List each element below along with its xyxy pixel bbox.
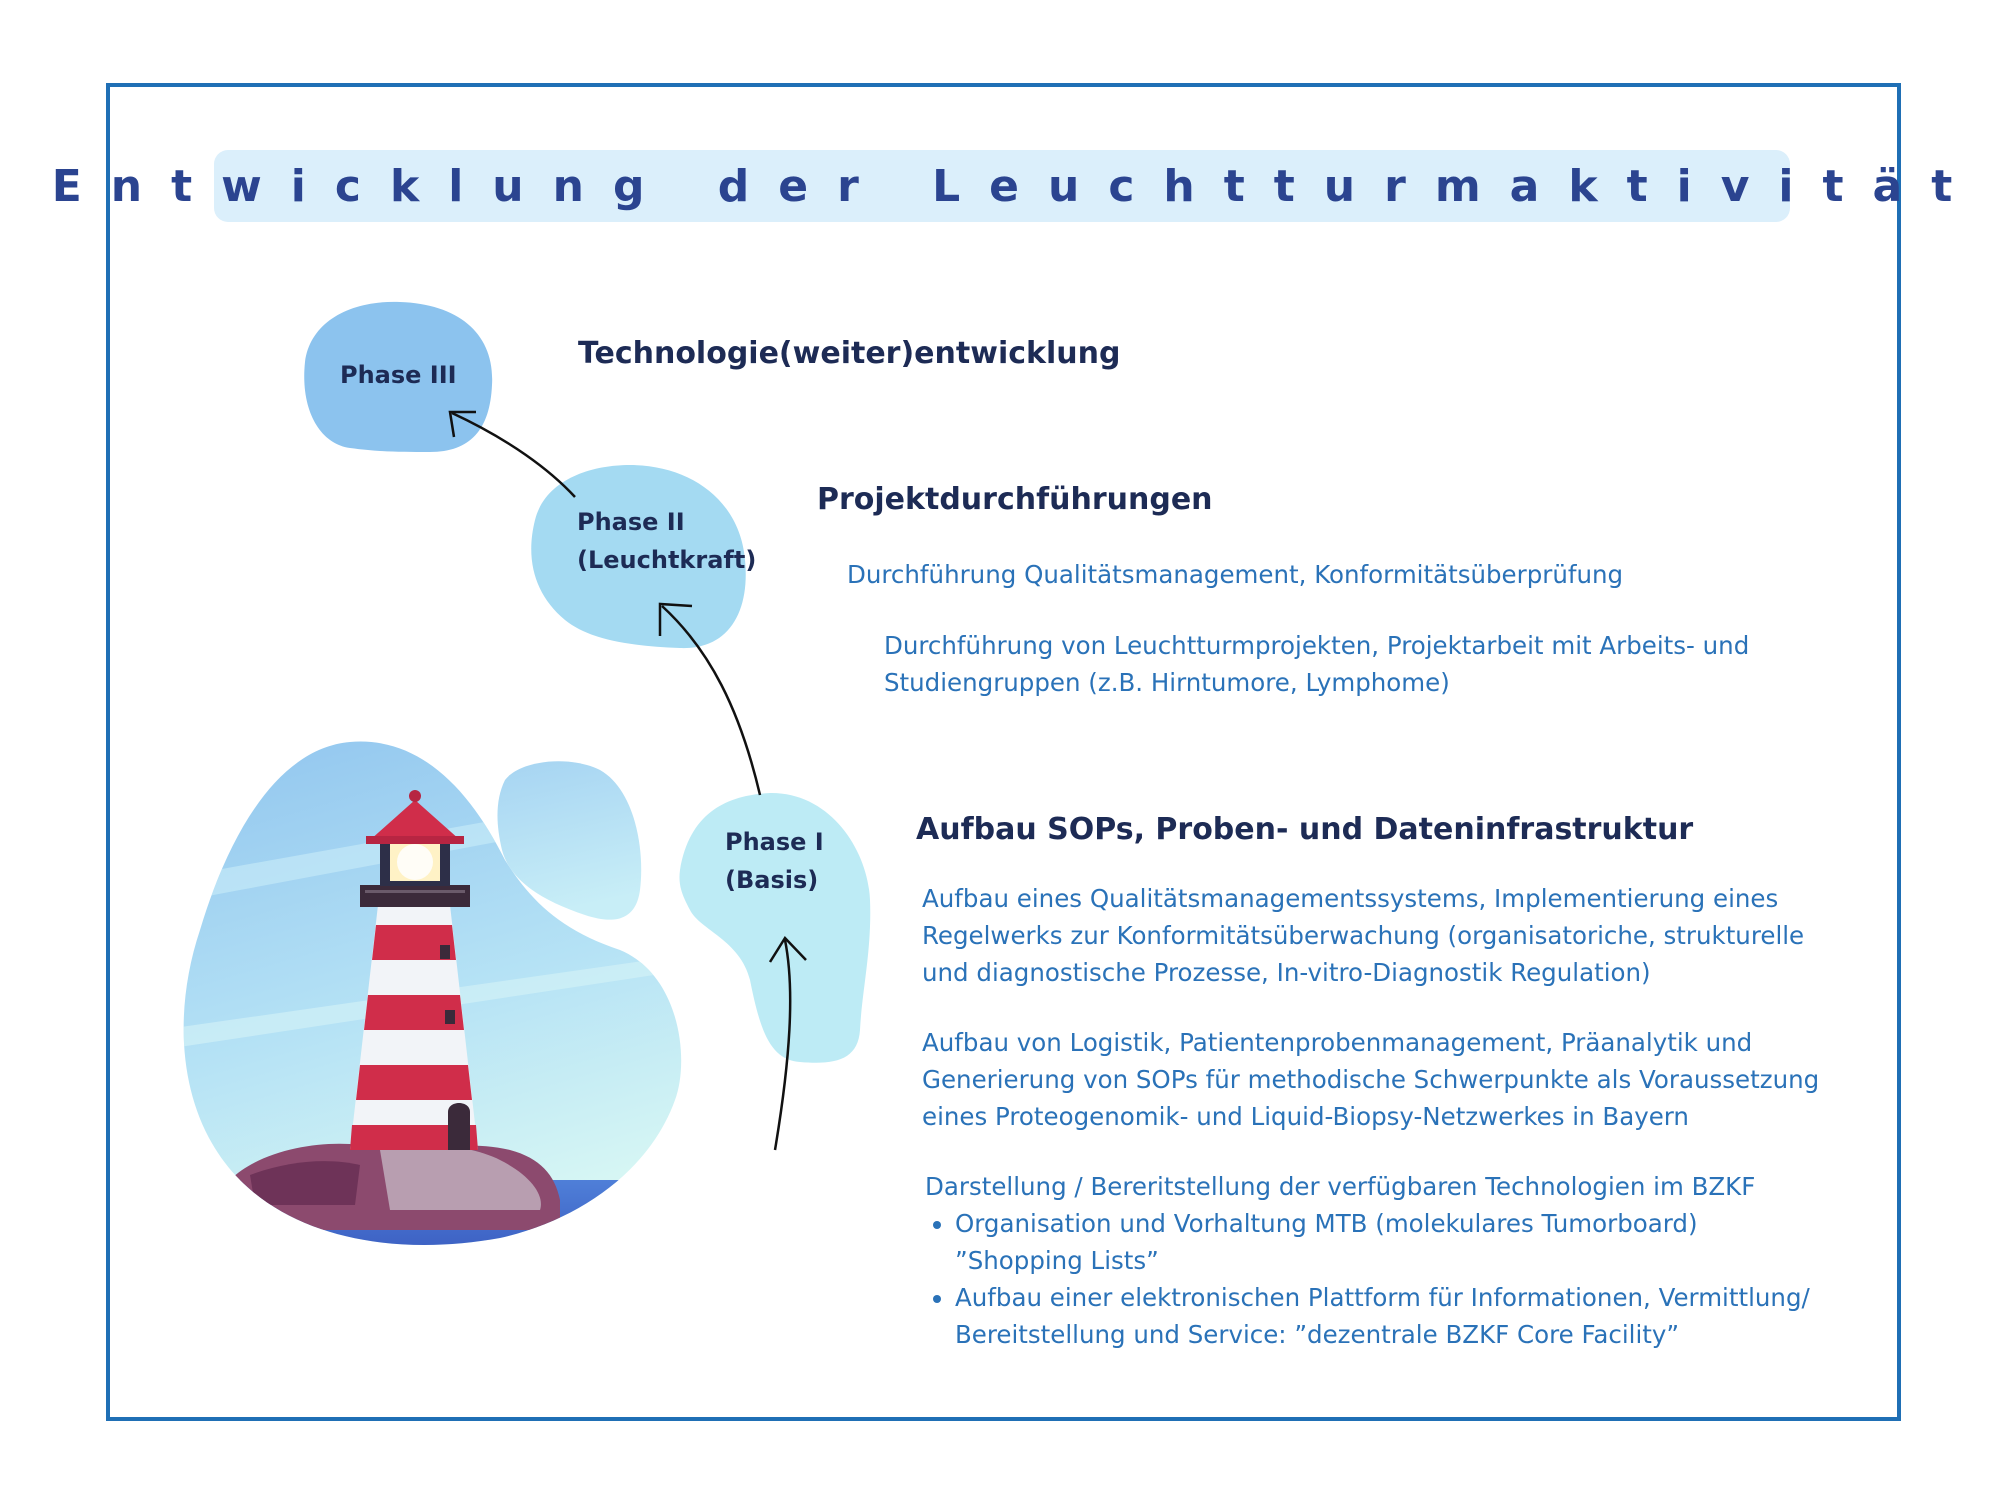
phase1-para2	[922, 1024, 1819, 1135]
phase2-text1	[847, 556, 1623, 593]
phase3-heading: Technologie(weiter)entwicklung	[578, 336, 1121, 371]
phase2-text2-line2: Studiengruppen (z.B. Hirntumore, Lymphome)	[884, 668, 1450, 697]
list-item	[955, 1205, 1810, 1279]
phase2-text2	[884, 627, 1749, 701]
phase1-para1-line2: Regelwerks zur Konformitätsüberwachung (organisatoriche, strukturelle	[922, 921, 1805, 950]
phase2-label	[577, 503, 756, 579]
list-item	[955, 1279, 1810, 1353]
phase1-bullet-list	[925, 1205, 1810, 1353]
phase1-para3-intro: Darstellung / Bereritstellung der verfügbaren Technologien im BZKF	[925, 1172, 1756, 1201]
phase1-para3	[925, 1168, 1810, 1353]
phase2-text2-line1: Durchführung von Leuchtturmprojekten, Projektarbeit mit Arbeits- und	[884, 631, 1750, 660]
phase1-para2-line3: eines Proteogenomik- und Liquid-Biopsy-Netzwerkes in Bayern	[922, 1102, 1689, 1131]
phase3-label-text: Phase III	[340, 361, 457, 389]
bullet1-line2: ”Shopping Lists”	[955, 1246, 1159, 1275]
bullet2-line2: Bereitstellung und Service: ”dezentrale BZKF Core Facility”	[955, 1320, 1680, 1349]
bullet2-line1: • Aufbau einer elektronischen Plattform für Informationen, Vermittlung/	[955, 1283, 1810, 1312]
phase2-label-line1: Phase II	[577, 508, 685, 536]
phase1-label	[725, 823, 824, 899]
phase1-label-line2: (Basis)	[725, 866, 819, 894]
phase1-para2-line2: Generierung von SOPs für methodische Schwerpunkte als Voraussetzung	[922, 1065, 1820, 1094]
page-title: Entwicklung der Leuchtturmaktivität	[51, 160, 1982, 212]
phase1-para1	[922, 880, 1804, 991]
bullet1-line1: • Organisation und Vorhaltung MTB (molekulares Tumorboard)	[955, 1209, 1698, 1238]
phase2-heading: Projektdurchführungen	[817, 482, 1213, 517]
phase1-para1-line1: Aufbau eines Qualitätsmanagementssystems, Implementierung eines	[922, 884, 1779, 913]
phase1-para1-line3: und diagnostische Prozesse, In-vitro-Diagnostik Regulation)	[922, 958, 1651, 987]
phase1-heading: Aufbau SOPs, Proben- und Dateninfrastruktur	[916, 812, 1694, 847]
phase2-text1-line: Durchführung Qualitätsmanagement, Konformitätsüberprüfung	[847, 560, 1624, 589]
phase1-label-line1: Phase I	[725, 828, 824, 856]
lighthouse-illustration	[160, 720, 720, 1260]
phase3-label	[340, 356, 457, 394]
phase2-label-line2: (Leuchtkraft)	[577, 546, 757, 574]
phase1-para2-line1: Aufbau von Logistik, Patientenprobenmanagement, Präanalytik und	[922, 1028, 1753, 1057]
